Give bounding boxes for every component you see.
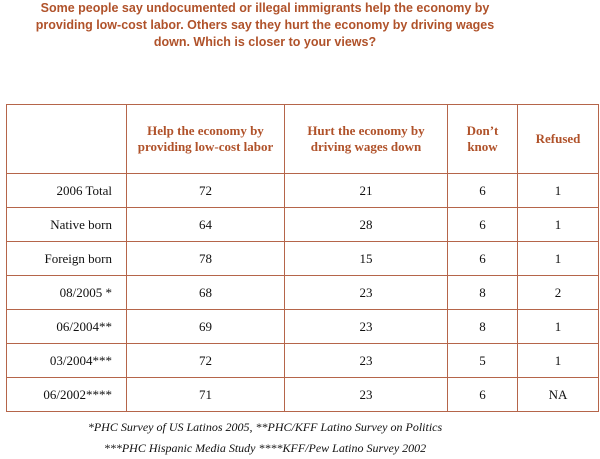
header-help-economy: Help the economy by providing low-cost labor — [127, 105, 285, 174]
help-value: 68 — [127, 276, 285, 310]
refused-value: 1 — [518, 208, 599, 242]
refused-value: 1 — [518, 344, 599, 378]
dont-know-value: 6 — [448, 174, 518, 208]
dont-know-value: 6 — [448, 378, 518, 412]
help-value: 78 — [127, 242, 285, 276]
dont-know-value: 6 — [448, 242, 518, 276]
header-refused: Refused — [518, 105, 599, 174]
hurt-value: 23 — [285, 276, 448, 310]
hurt-value: 28 — [285, 208, 448, 242]
header-dont-know: Don’t know — [448, 105, 518, 174]
table-row — [7, 242, 599, 276]
hurt-value: 21 — [285, 174, 448, 208]
header-cell-empty — [7, 105, 127, 174]
question-line: Some people say undocumented or illegal immigrants help the economy by — [40, 1, 490, 15]
row-label: 2006 Total — [7, 174, 127, 208]
survey-question — [0, 0, 530, 51]
header-hurt-economy: Hurt the economy by driving wages down — [285, 105, 448, 174]
refused-value: NA — [518, 378, 599, 412]
dont-know-value: 8 — [448, 310, 518, 344]
table-row — [7, 344, 599, 378]
question-line: providing low-cost labor. Others say they hurt the economy by driving wages — [35, 18, 495, 32]
question-line: down. Which is closer to your views? — [153, 35, 377, 49]
refused-value: 1 — [518, 242, 599, 276]
row-label: 06/2002**** — [7, 378, 127, 412]
dont-know-value: 6 — [448, 208, 518, 242]
table-row — [7, 310, 599, 344]
table-row — [7, 174, 599, 208]
help-value: 64 — [127, 208, 285, 242]
footnotes — [0, 417, 530, 459]
row-label: 06/2004** — [7, 310, 127, 344]
row-label: 08/2005 * — [7, 276, 127, 310]
help-value: 72 — [127, 344, 285, 378]
refused-value: 1 — [518, 174, 599, 208]
refused-value: 1 — [518, 310, 599, 344]
dont-know-value: 8 — [448, 276, 518, 310]
footnote-line: ***PHC Hispanic Media Study ****KFF/Pew Latino Survey 2002 — [103, 441, 427, 455]
hurt-value: 23 — [285, 344, 448, 378]
table-row — [7, 208, 599, 242]
row-label: Foreign born — [7, 242, 127, 276]
footnote-line: *PHC Survey of US Latinos 2005, **PHC/KFF Latino Survey on Politics — [87, 420, 443, 434]
table-row — [7, 378, 599, 412]
header-row — [7, 105, 599, 174]
hurt-value: 23 — [285, 378, 448, 412]
refused-value: 2 — [518, 276, 599, 310]
help-value: 71 — [127, 378, 285, 412]
help-value: 69 — [127, 310, 285, 344]
table-row — [7, 276, 599, 310]
hurt-value: 15 — [285, 242, 448, 276]
hurt-value: 23 — [285, 310, 448, 344]
results-table — [6, 104, 599, 412]
row-label: Native born — [7, 208, 127, 242]
row-label: 03/2004*** — [7, 344, 127, 378]
help-value: 72 — [127, 174, 285, 208]
dont-know-value: 5 — [448, 344, 518, 378]
